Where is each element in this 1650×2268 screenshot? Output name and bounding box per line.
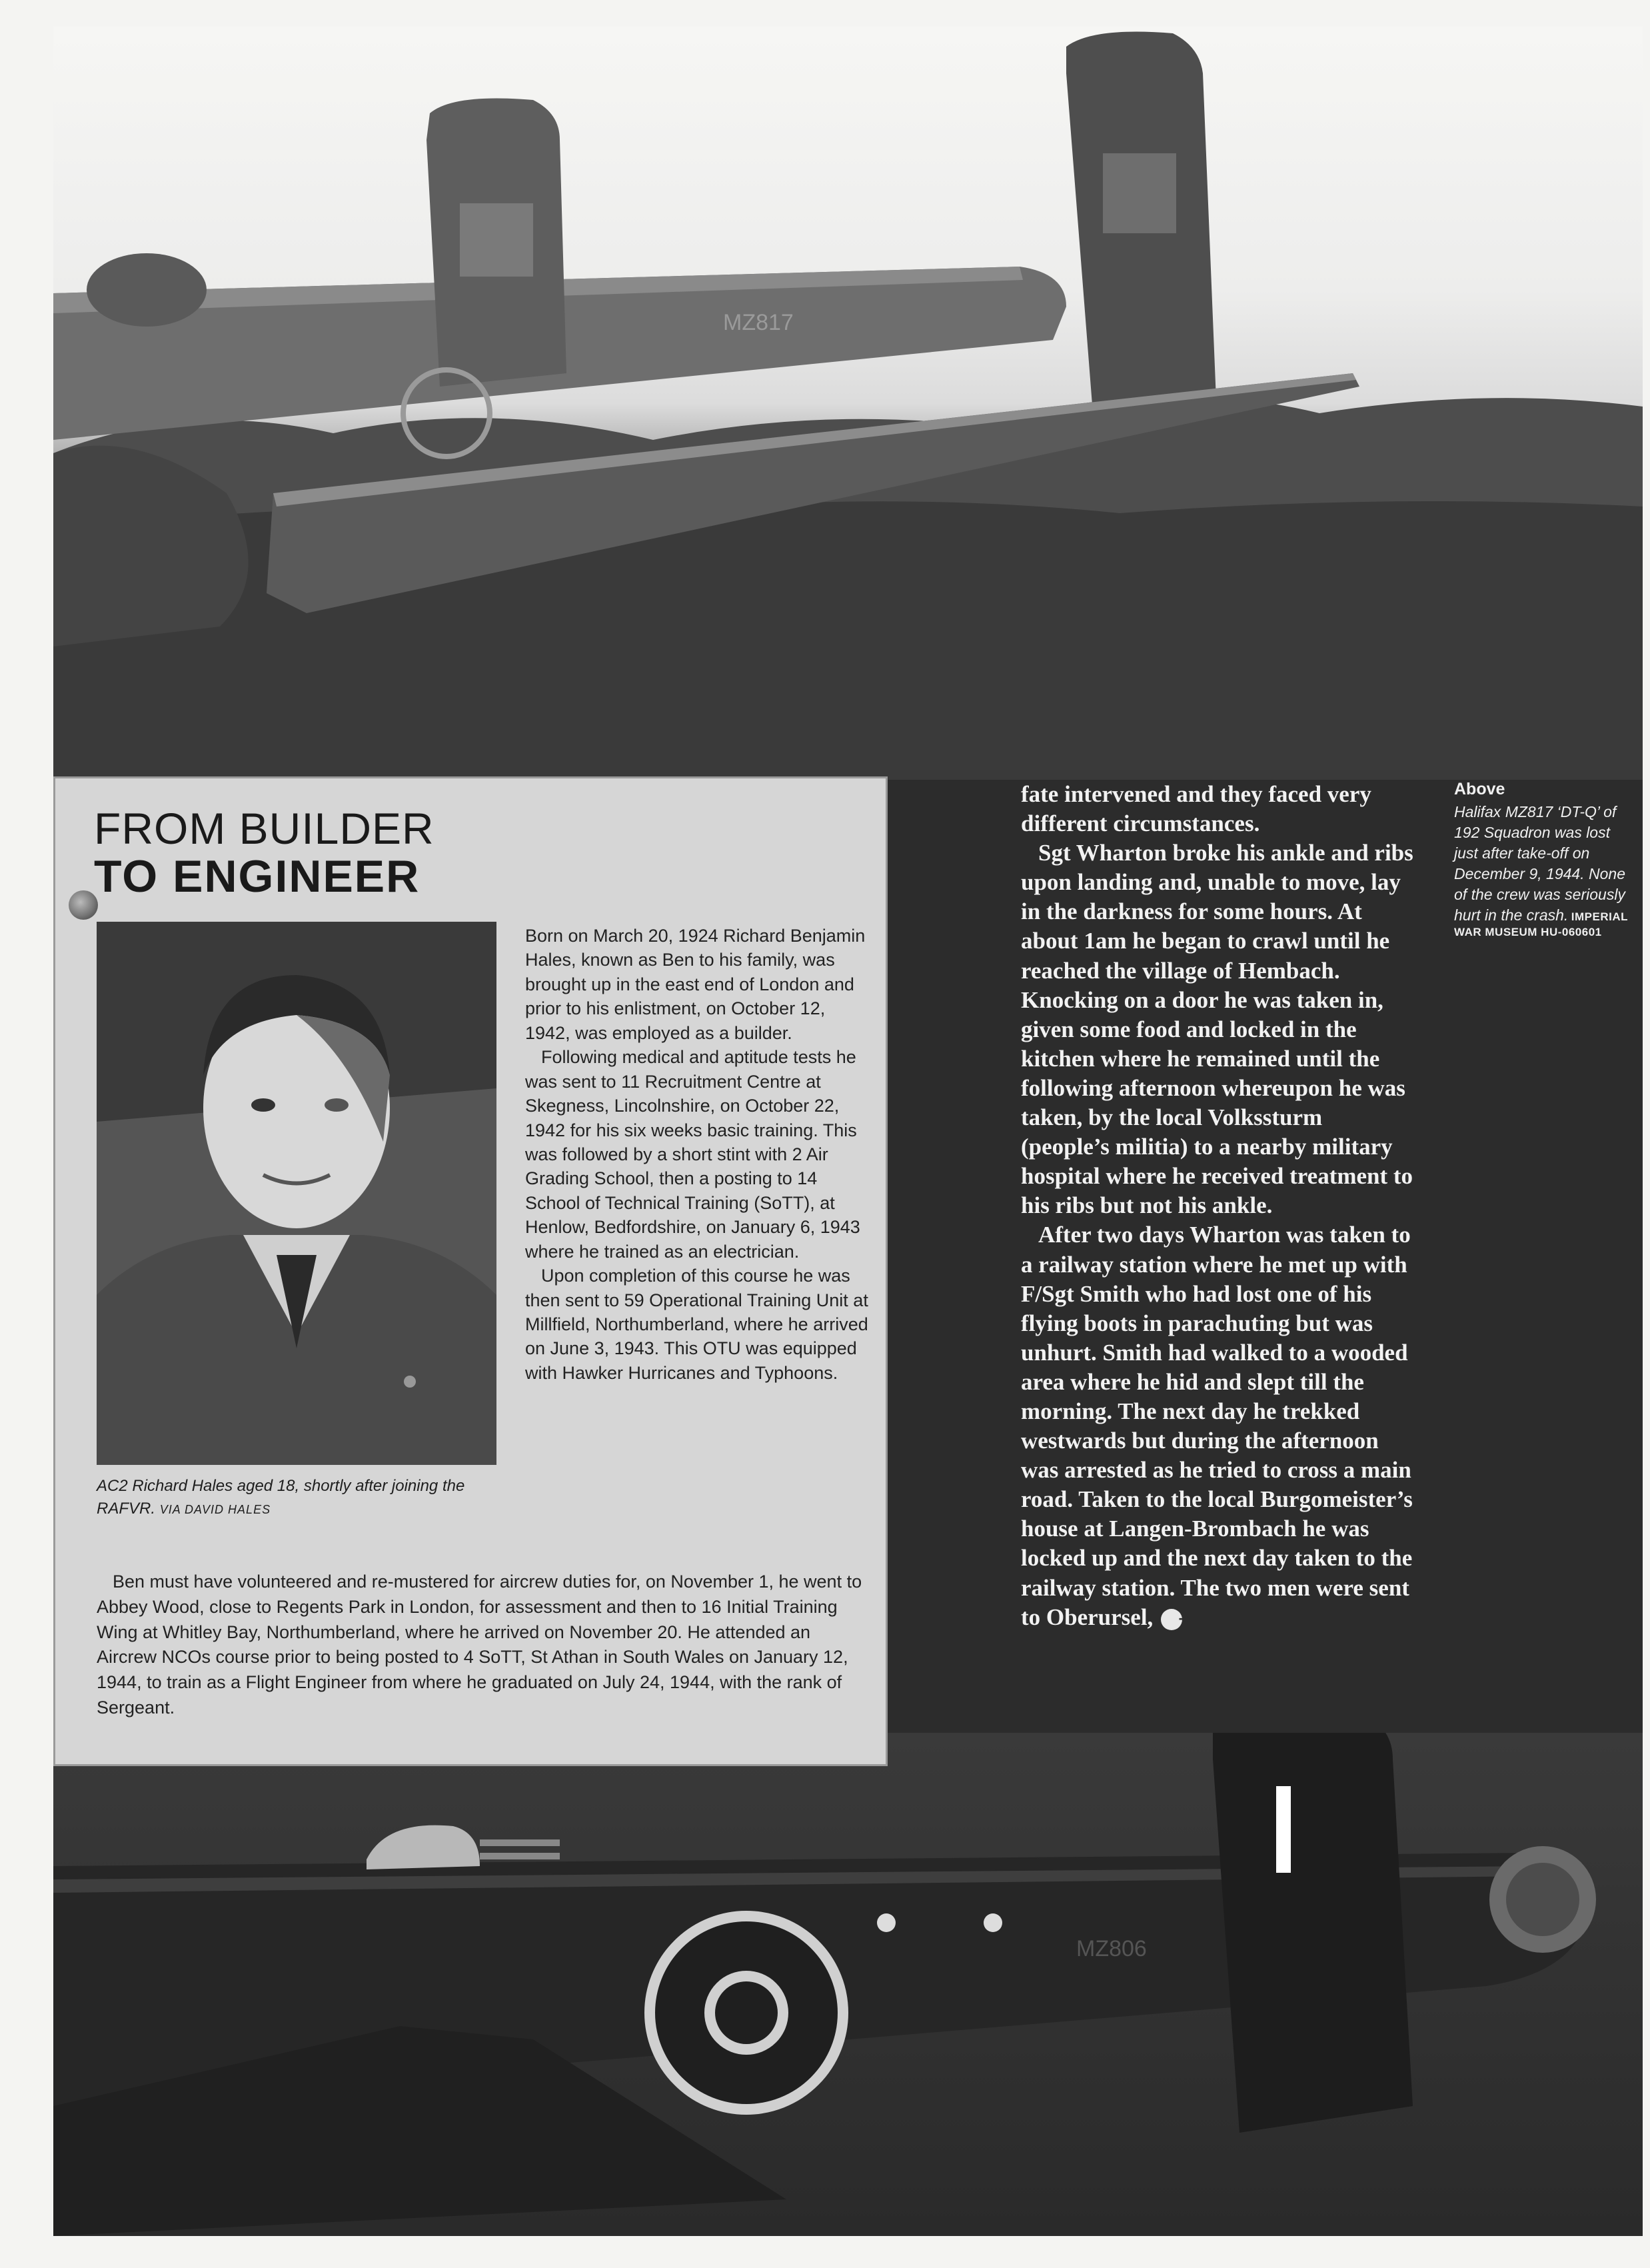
portrait-caption — [97, 1475, 510, 1520]
main-paragraph: Sgt Wharton broke his ankle and ribs upon landing and, unable to move, lay in the darkness for some hours. At about 1am he began to crawl until he reached the village of Hembach. Knocking on a door he was taken in, given some food and locked in the kitchen where he remained until the following afternoon whereupon he was taken, by the local Volkssturm (people’s militia) to a nearby military hospital where he received treatment to his ribs but not his ankle. — [1021, 840, 1413, 1219]
sidebar-full-width-paragraph: Ben must have volunteered and re-mustered for aircrew duties for, on November 1, he went to Abbey Wood, close to Regents Park in London, for assessment and then to 16 Initial Training Wing at Whitley Bay, Northumberland, where he arrived on November 20. He attended an Aircrew NCOs course prior to being posted to 4 SoTT, St Athan in South Wales on January 12, 1944, to train as a Flight Engineer from where he graduated on July 24, 1944, with the rank of Sergeant. — [97, 1572, 862, 1717]
sidebar-title — [94, 805, 434, 902]
sidebar-paragraph: Born on March 20, 1924 Richard Benjamin Hales, known as Ben to his family, was brought up in the east end of London and prior to his enlistment, on October 12, 1942, was employed as a builder. — [525, 926, 866, 1043]
halifax-in-flight-illustration — [53, 1733, 1643, 2236]
crashed-halifax-photo — [53, 27, 1643, 780]
magazine-page — [53, 27, 1643, 2236]
main-paragraph-text: After two days Wharton was taken to a railway station where he met up with F/Sgt Smith who had lost one of his flying boots in parachuting but was unhurt. Smith had walked to a wooded area where he hid and slept till the morning. The next day he trekked westwards but during the afternoon was arrested as he tried to cross a main road. Taken to the local Burgomeister’s house at Langen-Brombach he was locked up and the next day taken to the railway station. The two men were sent to Oberursel, — [1021, 1222, 1413, 1630]
main-paragraph — [1021, 1220, 1414, 1632]
main-paragraph: fate intervened and they faced very different circumstances. — [1021, 781, 1371, 837]
sidebar-title-line1: FROM BUILDER — [94, 804, 434, 853]
continue-arrow-icon: ➔ — [1161, 1609, 1182, 1630]
photo-caption-above — [1454, 780, 1634, 939]
portrait-caption-text: AC2 Richard Hales aged 18, shortly after joining the RAFVR. — [97, 1477, 465, 1518]
pushpin-icon — [69, 890, 98, 920]
from-builder-sidebar — [53, 776, 888, 1766]
caption-credit: IMPERIAL WAR MUSEUM HU-060601 — [1454, 910, 1628, 939]
caption-text: Halifax MZ817 ‘DT-Q’ of 192 Squadron was lost just after take-off on December 9, 1944. None of the crew was seriously hurt in the crash. — [1454, 803, 1625, 924]
caption-label: Above — [1454, 780, 1505, 798]
crashed-halifax-illustration — [53, 27, 1643, 780]
sidebar-paragraph: Following medical and aptitude tests he was sent to 11 Recruitment Centre at Skegness, Lincolnshire, on October 22, 1942 for his six weeks basic training. This was followed by a short stint with 2 Air Grading School, then a posting to 14 School of Technical Training (SoTT), at Henlow, Bedfordshire, on January 6, 1943 where he trained as an electrician. — [525, 1047, 860, 1262]
portrait-credit: VIA DAVID HALES — [159, 1502, 271, 1516]
top-serial-text: MZ817 — [723, 310, 794, 335]
portrait-photo — [97, 922, 496, 1465]
sidebar-paragraph: Upon completion of this course he was then sent to 59 Operational Training Unit at Millfield, Northumberland, where he arrived on June 3, 1943. This OTU was equipped with Hawker Hurricanes and Typhoons. — [525, 1266, 868, 1383]
portrait-illustration — [97, 922, 496, 1465]
bottom-serial-text: MZ806 — [1076, 1936, 1147, 1961]
halifax-in-flight-photo — [53, 1733, 1643, 2236]
sidebar-text-column — [525, 924, 872, 1385]
sidebar-title-line2: TO ENGINEER — [94, 851, 420, 902]
main-text-column — [1021, 780, 1414, 1632]
